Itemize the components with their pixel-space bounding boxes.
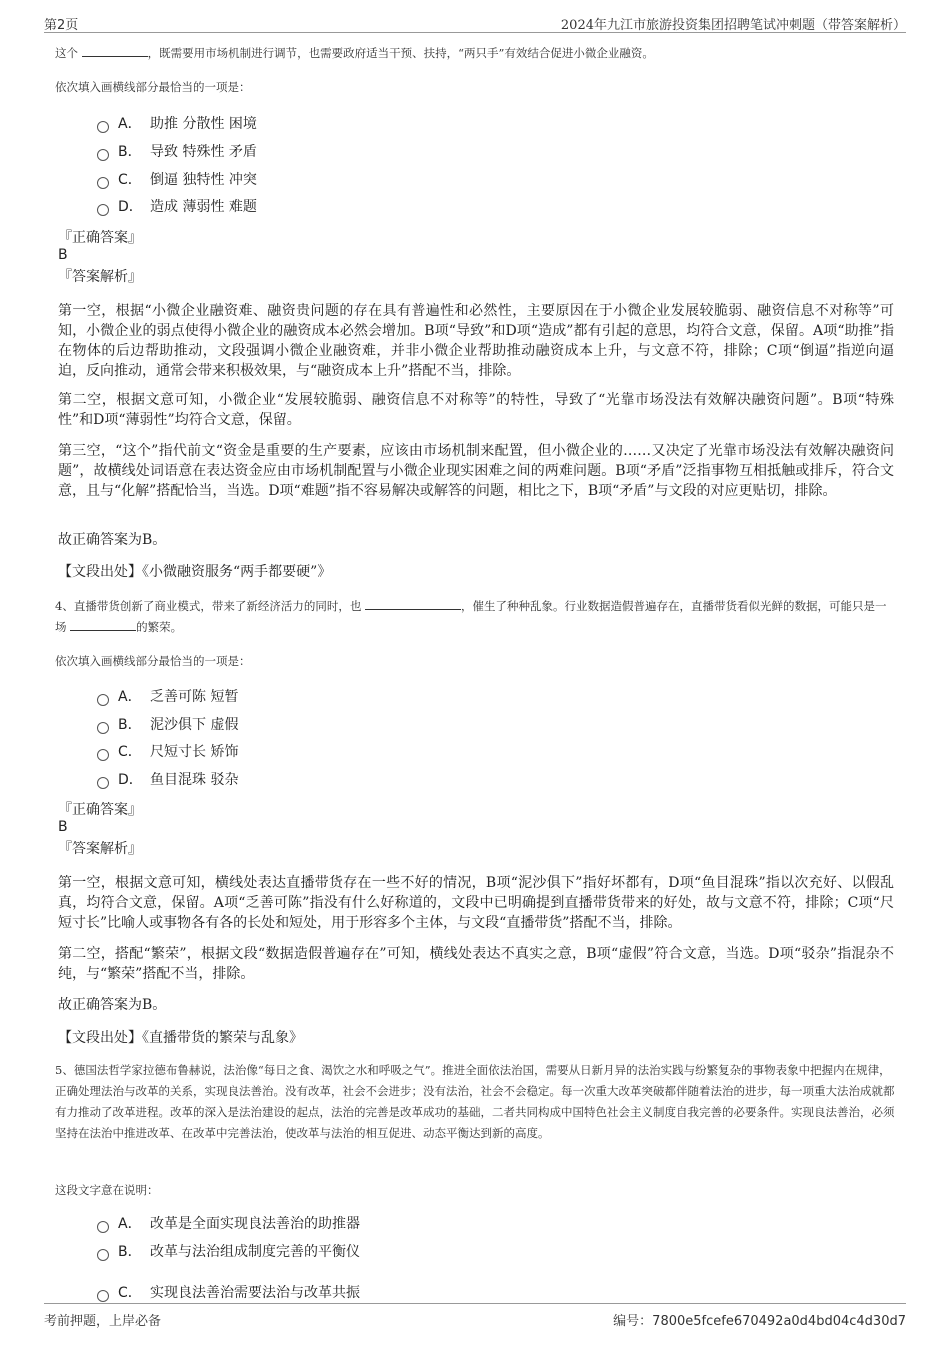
blank-1 xyxy=(365,599,461,610)
q3-analysis-3: 第三空，“这个”指代前文“资金是重要的生产要素，应该由市场机制来配置，但小微企业的……又决定了光靠市场没法有效解决融资问题”，故横线处词语意在表达资金应由市场机制配置与小微企业现实困难之间的两难问题。B项“矛盾”泛指事物互相抵触或排斥，符合文意，且与“化解”搭配恰当，当选。D项“难题”指不容易解决或解答的问题，相比之下，B项“矛盾”与文段的对应更贴切，排除。 xyxy=(58,443,894,499)
radio-icon[interactable] xyxy=(97,694,109,706)
q4-option-d[interactable]: D． 鱼目混珠 驳杂 xyxy=(97,770,238,790)
q4-stem: 4、直播带货创新了商业模式，带来了新经济活力的同时，也 ，催生了种种乱象。行业数据造假普遍存在，直播带货看似光鲜的数据，可能只是一场 的繁荣。 xyxy=(55,599,887,634)
q3-conclusion: 故正确答案为B。 xyxy=(58,532,167,548)
q3-analysis-2: 第二空，根据文意可知，小微企业“发展较脆弱、融资信息不对称等”的特性，导致了“光靠市场没法有效解决融资问题”。B项“特殊性”和D项“薄弱性”均符合文意，保留。 xyxy=(58,392,894,428)
page-footer xyxy=(44,1303,906,1329)
q3-option-d[interactable]: D． 造成 薄弱性 难题 xyxy=(97,197,257,217)
q3-answer: B xyxy=(58,247,68,263)
blank-2 xyxy=(70,620,136,631)
q4-option-a[interactable]: A． 乏善可陈 短暂 xyxy=(97,687,238,707)
q4-source: 【文段出处】《直播带货的繁荣与乱象》 xyxy=(58,1030,303,1046)
blank-1 xyxy=(82,46,148,57)
q4-answer: B xyxy=(58,819,68,835)
q3-source: 【文段出处】《小微融资服务“两手都要硬”》 xyxy=(58,564,332,580)
radio-icon[interactable] xyxy=(97,121,109,133)
page-header xyxy=(44,12,906,33)
q3-option-c[interactable]: C． 倒逼 独特性 冲突 xyxy=(97,170,257,190)
q4-analysis-2: 第二空，搭配“繁荣”，根据文段“数据造假普遍存在”可知，横线处表达不真实之意，B项“虚假”符合文意，当选。D项“驳杂”指混杂不纯，与“繁荣”搭配不当，排除。 xyxy=(58,946,894,982)
q5-prompt: 这段文字意在说明： xyxy=(55,1183,159,1197)
radio-icon[interactable] xyxy=(97,1221,109,1233)
q3-option-a[interactable]: A． 助推 分散性 困境 xyxy=(97,114,257,134)
q4-option-c[interactable]: C． 尺短寸长 矫饰 xyxy=(97,742,238,762)
page-number: 第2页 xyxy=(44,18,79,33)
q4-prompt: 依次填入画横线部分最恰当的一项是： xyxy=(55,654,251,668)
radio-icon[interactable] xyxy=(97,204,109,216)
q4-conclusion: 故正确答案为B。 xyxy=(58,997,167,1013)
q5-option-b[interactable]: B． 改革与法治组成制度完善的平衡仪 xyxy=(97,1242,360,1262)
document-code: 编号：7800e5fcefe670492a0d4bd04c4d30d7 xyxy=(613,1314,906,1329)
q3-analysis-label: 『答案解析』 xyxy=(58,269,142,285)
radio-icon[interactable] xyxy=(97,1249,109,1261)
q4-answer-label: 『正确答案』 xyxy=(58,802,142,818)
q4-option-b[interactable]: B． 泥沙俱下 虚假 xyxy=(97,715,238,735)
radio-icon[interactable] xyxy=(97,177,109,189)
q5-option-a[interactable]: A． 改革是全面实现良法善治的助推器 xyxy=(97,1214,360,1234)
radio-icon[interactable] xyxy=(97,149,109,161)
q3-prompt: 依次填入画横线部分最恰当的一项是： xyxy=(55,80,251,94)
footer-slogan: 考前押题，上岸必备 xyxy=(44,1314,162,1329)
q4-analysis-label: 『答案解析』 xyxy=(58,841,142,857)
radio-icon[interactable] xyxy=(97,777,109,789)
document-title: 2024年九江市旅游投资集团招聘笔试冲刺题（带答案解析） xyxy=(560,18,906,33)
q3-analysis-1: 第一空，根据“小微企业融资难、融资贵问题的存在具有普遍性和必然性，主要原因在于小微企业发展较脆弱、融资信息不对称等”可知，小微企业的弱点使得小微企业的融资成本必然会增加。B项“导致”和D项“造成”都有引起的意思，均符合文意，保留。A项“助推”指在物体的后边帮助推动，文段强调小微企业融资难，并非小微企业帮助推动融资成本上升，与文意不符，排除；C项“倒逼”指逆向逼迫，反向推动，通常会带来积极效果，与“融资成本上升”搭配不当，排除。 xyxy=(58,303,894,379)
radio-icon[interactable] xyxy=(97,749,109,761)
q5-option-c[interactable]: C． 实现良法善治需要法治与改革共振 xyxy=(97,1283,360,1303)
q3-answer-label: 『正确答案』 xyxy=(58,230,142,246)
q4-analysis-1: 第一空，根据文意可知，横线处表达直播带货存在一些不好的情况，B项“泥沙俱下”指好坏都有，D项“鱼目混珠”指以次充好、以假乱真，均符合文意，保留。A项“乏善可陈”指没有什么好称道的，文段中已明确提到直播带货带来的好处，故与文意不符，排除；C项“尺短寸长”比喻人或事物各有各的长处和短处，用于形容多个主体，与文段“直播带货”搭配不当，排除。 xyxy=(58,875,894,931)
q3-option-b[interactable]: B． 导致 特殊性 矛盾 xyxy=(97,142,257,162)
q3-stem: 这个 ，既需要用市场机制进行调节，也需要政府适当干预、扶持，“两只手”有效结合促进小微企业融资。 xyxy=(55,46,654,60)
radio-icon[interactable] xyxy=(97,722,109,734)
radio-icon[interactable] xyxy=(97,1290,109,1302)
q5-stem: 5、德国法哲学家拉德布鲁赫说，法治像“每日之食、渴饮之水和呼吸之气”。推进全面依法治国，需要从日新月异的法治实践与纷繁复杂的事物表象中把握内在规律，正确处理法治与改革的关系，实现良法善治。没有改革，社会不会进步；没有法治，社会不会稳定。每一次重大改革突破都伴随着法治的进步，每一项重大法治成就都有力推动了改革进程。改革的深入是法治建设的起点，法治的完善是改革成功的基础，二者共同构成中国特色社会主义制度自我完善的必要条件。实现良法善治，必须坚持在法治中推进改革、在改革中完善法治，使改革与法治的相互促进、动态平衡达到新的高度。 xyxy=(55,1063,895,1140)
